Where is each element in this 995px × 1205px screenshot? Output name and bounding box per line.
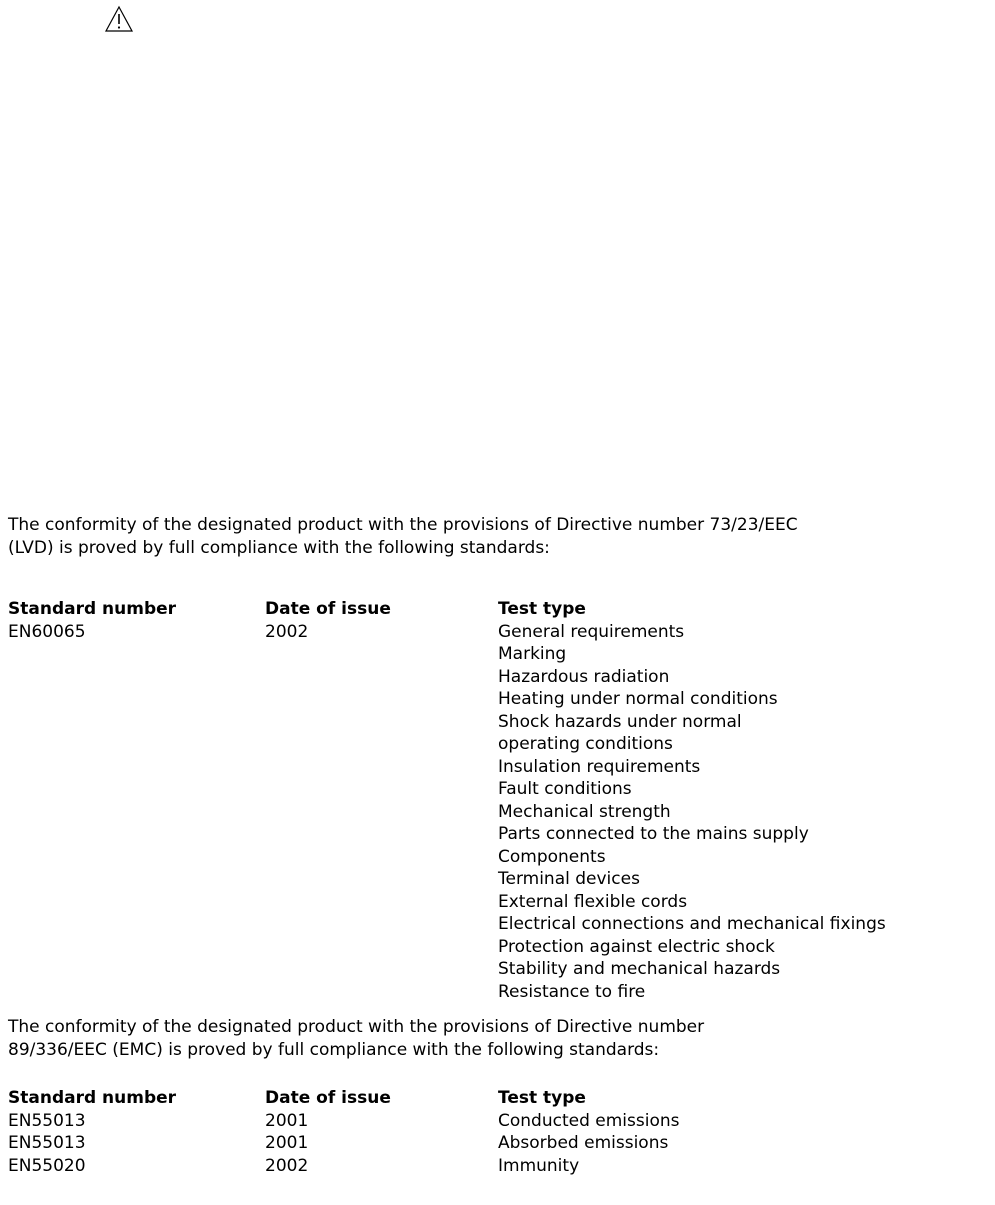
lvd-test-type: Components bbox=[498, 846, 606, 867]
emc-intro-line2: 89/336/EEC (EMC) is proved by full compliance with the following standards: bbox=[8, 1040, 660, 1060]
lvd-test-type: External flexible cords bbox=[498, 891, 688, 912]
lvd-test-type: Heating under normal conditions bbox=[498, 689, 778, 709]
emc-test-type: Conducted emissions bbox=[498, 1110, 680, 1131]
lvd-test-type: operating conditions bbox=[498, 734, 673, 754]
lvd-test-type: Shock hazards under normal bbox=[498, 711, 742, 732]
emc-header-test: Test type bbox=[498, 1088, 586, 1108]
lvd-test-type: Mechanical strength bbox=[498, 801, 671, 822]
lvd-test-type: Insulation requirements bbox=[498, 756, 701, 777]
warning-triangle-icon bbox=[104, 5, 134, 33]
emc-header-date: Date of issue bbox=[265, 1088, 391, 1108]
lvd-test-type: Marking bbox=[498, 644, 567, 664]
lvd-intro-line1: The conformity of the designated product with the provisions of Directive number 73/23/EEC bbox=[8, 515, 798, 535]
lvd-test-type: Fault conditions bbox=[498, 779, 632, 799]
lvd-test-type: General requirements bbox=[498, 621, 685, 642]
emc-intro bbox=[8, 1016, 704, 1062]
emc-test-type: Absorbed emissions bbox=[498, 1133, 669, 1153]
emc-standard-number: EN55020 bbox=[8, 1155, 86, 1176]
lvd-test-type: Terminal devices bbox=[498, 869, 640, 889]
emc-header-standard: Standard number bbox=[8, 1088, 177, 1108]
emc-standard-number: EN55013 bbox=[8, 1110, 86, 1131]
emc-date-of-issue: 2001 bbox=[265, 1110, 309, 1131]
lvd-intro-line2: (LVD) is proved by full compliance with the following standards: bbox=[8, 538, 550, 558]
lvd-standard-number: EN60065 bbox=[8, 621, 86, 642]
lvd-test-type: Electrical connections and mechanical fixings bbox=[498, 914, 886, 934]
lvd-test-type: Hazardous radiation bbox=[498, 666, 670, 687]
emc-test-type: Immunity bbox=[498, 1155, 580, 1176]
lvd-test-type: Protection against electric shock bbox=[498, 936, 775, 957]
emc-date-of-issue: 2001 bbox=[265, 1133, 309, 1153]
lvd-test-type: Resistance to fire bbox=[498, 981, 646, 1002]
lvd-header-test: Test type bbox=[498, 599, 586, 619]
lvd-test-type: Stability and mechanical hazards bbox=[498, 959, 781, 979]
emc-date-of-issue: 2002 bbox=[265, 1155, 309, 1176]
lvd-header-date: Date of issue bbox=[265, 599, 391, 619]
lvd-test-type: Parts connected to the mains supply bbox=[498, 824, 809, 844]
lvd-header-standard: Standard number bbox=[8, 599, 177, 619]
lvd-date-of-issue: 2002 bbox=[265, 621, 309, 642]
emc-intro-line1: The conformity of the designated product with the provisions of Directive number bbox=[8, 1017, 705, 1037]
lvd-intro bbox=[8, 514, 798, 560]
emc-standard-number: EN55013 bbox=[8, 1133, 86, 1153]
